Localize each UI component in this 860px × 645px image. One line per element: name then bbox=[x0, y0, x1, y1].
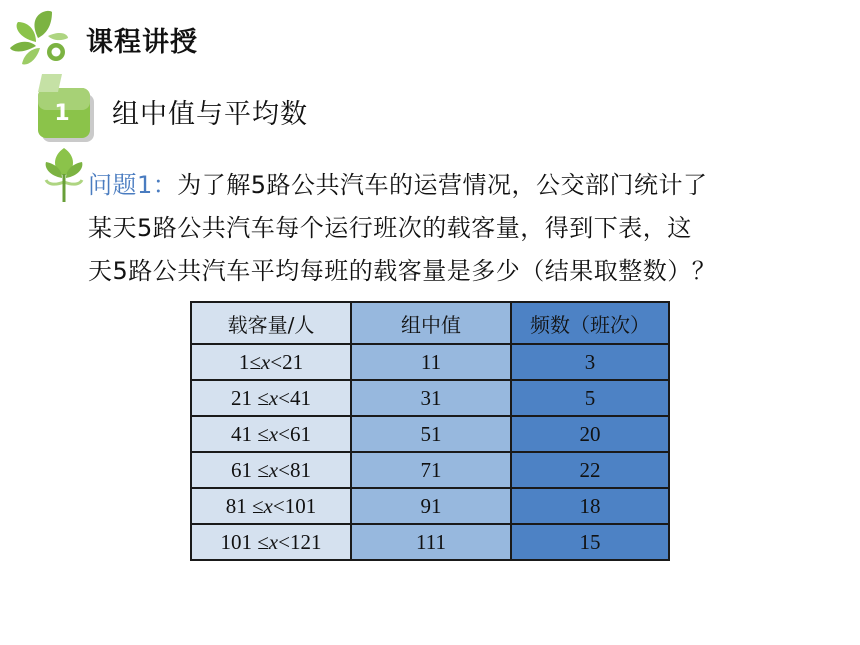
header-passenger-load: 载客量/人 bbox=[191, 302, 351, 344]
cell-frequency: 20 bbox=[511, 416, 669, 452]
table-header-row bbox=[191, 302, 669, 344]
question-line-3: 天5路公共汽车平均每班的载客量是多少（结果取整数）？ bbox=[88, 257, 717, 285]
lt-symbol: < bbox=[270, 349, 283, 374]
header-frequency: 频数（班次） bbox=[511, 302, 669, 344]
cell-midpoint: 11 bbox=[351, 344, 511, 380]
range-upper: 21 bbox=[282, 349, 304, 374]
header-midpoint: 组中值 bbox=[351, 302, 511, 344]
section-title: 组中值与平均数 bbox=[112, 99, 308, 130]
range-variable: x bbox=[268, 457, 279, 482]
lt-symbol: < bbox=[278, 421, 290, 446]
range-variable: x bbox=[268, 421, 279, 446]
cell-frequency: 18 bbox=[511, 488, 669, 524]
question-line-1 bbox=[88, 164, 828, 207]
table-row bbox=[191, 344, 669, 380]
le-symbol: ≤ bbox=[257, 421, 269, 446]
table-row bbox=[191, 488, 669, 524]
cell-frequency: 15 bbox=[511, 524, 669, 560]
range-lower: 61 bbox=[231, 457, 258, 482]
range-variable: x bbox=[263, 493, 273, 518]
lt-symbol: < bbox=[278, 529, 290, 554]
le-symbol: ≤ bbox=[257, 385, 269, 410]
cell-passenger-range bbox=[191, 380, 351, 416]
le-symbol: ≤ bbox=[257, 529, 269, 554]
cell-passenger-range bbox=[191, 344, 351, 380]
lt-symbol: < bbox=[278, 457, 290, 482]
section-number-badge bbox=[28, 72, 100, 144]
cell-passenger-range bbox=[191, 452, 351, 488]
cell-frequency: 22 bbox=[511, 452, 669, 488]
cell-midpoint: 111 bbox=[351, 524, 511, 560]
range-upper: 41 bbox=[289, 385, 311, 410]
table-row bbox=[191, 380, 669, 416]
table-row bbox=[191, 452, 669, 488]
range-lower: 21 bbox=[231, 385, 258, 410]
range-variable: x bbox=[268, 529, 279, 554]
cell-midpoint: 91 bbox=[351, 488, 511, 524]
cell-frequency: 5 bbox=[511, 380, 669, 416]
range-lower: 101 bbox=[220, 529, 258, 554]
cell-passenger-range bbox=[191, 416, 351, 452]
cell-midpoint: 31 bbox=[351, 380, 511, 416]
section-number: 1 bbox=[54, 101, 70, 126]
page-header-title: 课程讲授 bbox=[86, 27, 198, 58]
range-variable: x bbox=[260, 349, 271, 374]
cell-frequency: 3 bbox=[511, 344, 669, 380]
le-symbol: ≤ bbox=[257, 457, 269, 482]
cell-passenger-range bbox=[191, 524, 351, 560]
leaf-bullet-icon bbox=[42, 146, 86, 204]
question-text bbox=[88, 164, 828, 293]
range-upper: 101 bbox=[284, 493, 317, 518]
range-upper: 121 bbox=[289, 529, 322, 554]
le-symbol: ≤ bbox=[252, 493, 264, 518]
range-lower: 41 bbox=[231, 421, 258, 446]
table-row bbox=[191, 524, 669, 560]
frequency-table bbox=[190, 301, 670, 561]
question-label: 问题1： bbox=[88, 171, 178, 199]
cell-midpoint: 51 bbox=[351, 416, 511, 452]
range-upper: 61 bbox=[289, 421, 311, 446]
range-lower: 1 bbox=[238, 349, 250, 374]
range-variable: x bbox=[268, 385, 279, 410]
table-row bbox=[191, 416, 669, 452]
range-lower: 81 bbox=[225, 493, 253, 518]
le-symbol: ≤ bbox=[249, 349, 261, 374]
leaf-logo-icon bbox=[8, 8, 78, 68]
cell-passenger-range bbox=[191, 488, 351, 524]
cell-midpoint: 71 bbox=[351, 452, 511, 488]
range-upper: 81 bbox=[289, 457, 311, 482]
lt-symbol: < bbox=[272, 493, 285, 518]
question-line-1-text: 为了解5路公共汽车的运营情况，公交部门统计了 bbox=[177, 171, 708, 199]
question-line-2: 某天5路公共汽车每个运行班次的载客量，得到下表，这 bbox=[88, 214, 692, 242]
lt-symbol: < bbox=[278, 385, 290, 410]
